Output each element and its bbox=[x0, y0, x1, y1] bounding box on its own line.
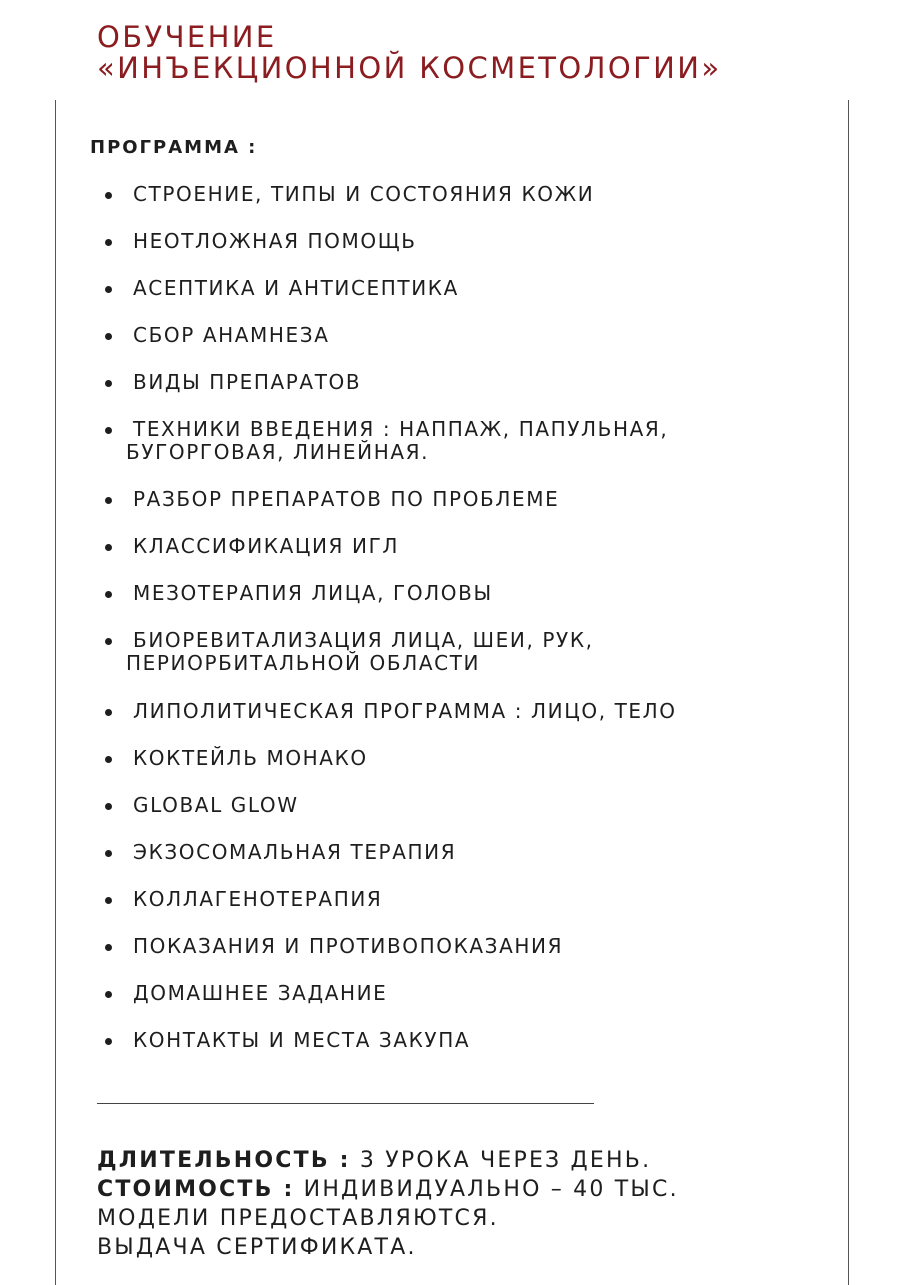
program-item-text: БИОРЕВИТАЛИЗАЦИЯ ЛИЦА, ШЕИ, РУК, bbox=[133, 628, 594, 652]
program-item-text: НЕОТЛОЖНАЯ ПОМОЩЬ bbox=[133, 229, 417, 253]
program-item bbox=[105, 582, 493, 605]
cost-label: СТОИМОСТЬ : bbox=[97, 1177, 295, 1202]
program-item-text: КОКТЕЙЛЬ МОНАКО bbox=[133, 746, 368, 770]
title-line-2: «ИНЪЕКЦИОННОЙ КОСМЕТОЛОГИИ» bbox=[97, 51, 722, 85]
bullet-icon bbox=[105, 497, 112, 504]
program-item bbox=[105, 535, 399, 558]
program-item-text: СБОР АНАМНЕЗА bbox=[133, 323, 330, 347]
program-item-text: КЛАССИФИКАЦИЯ ИГЛ bbox=[133, 534, 400, 558]
section-divider bbox=[97, 1103, 594, 1104]
program-item bbox=[105, 371, 361, 394]
program-item-text: СТРОЕНИЕ, ТИПЫ И СОСТОЯНИЯ КОЖИ bbox=[133, 182, 595, 206]
program-item-text-continued: БУГОРГОВАЯ, ЛИНЕЙНАЯ. bbox=[126, 440, 430, 464]
duration-line bbox=[97, 1146, 651, 1175]
program-item bbox=[105, 324, 329, 347]
program-item-text: РАЗБОР ПРЕПАРАТОВ ПО ПРОБЛЕМЕ bbox=[133, 487, 560, 511]
bullet-icon bbox=[105, 544, 112, 551]
program-item-text: КОЛЛАГЕНОТЕРАПИЯ bbox=[133, 887, 383, 911]
program-item bbox=[105, 183, 594, 206]
program-item-text-continued: ПЕРИОРБИТАЛЬНОЙ ОБЛАСТИ bbox=[126, 651, 481, 675]
bullet-icon bbox=[105, 333, 112, 340]
page-title bbox=[97, 22, 721, 84]
cost-value: ИНДИВИДУАЛЬНО – 40 ТЫС. bbox=[303, 1177, 679, 1202]
program-item-text: GLOBAL GLOW bbox=[133, 793, 299, 817]
program-item-text: ТЕХНИКИ ВВЕДЕНИЯ : НАППАЖ, ПАПУЛЬНАЯ, bbox=[133, 417, 669, 441]
program-item bbox=[105, 277, 459, 300]
bullet-icon bbox=[105, 803, 112, 810]
program-item bbox=[105, 982, 387, 1005]
bullet-icon bbox=[105, 709, 112, 716]
program-item bbox=[105, 629, 594, 675]
program-item bbox=[105, 488, 559, 511]
bullet-icon bbox=[105, 380, 112, 387]
bullet-icon bbox=[105, 638, 112, 645]
program-item-text: АСЕПТИКА И АНТИСЕПТИКА bbox=[133, 276, 459, 300]
program-item bbox=[105, 700, 677, 723]
program-item-text: ДОМАШНЕЕ ЗАДАНИЕ bbox=[133, 981, 388, 1005]
right-border-line bbox=[848, 100, 849, 1285]
bullet-icon bbox=[105, 897, 112, 904]
bullet-icon bbox=[105, 239, 112, 246]
certificate-line: ВЫДАЧА СЕРТИФИКАТА. bbox=[97, 1235, 417, 1260]
models-line: МОДЕЛИ ПРЕДОСТАВЛЯЮТСЯ. bbox=[97, 1206, 499, 1231]
program-item bbox=[105, 794, 299, 817]
program-item bbox=[105, 230, 417, 253]
title-line-1: ОБУЧЕНИЕ bbox=[97, 20, 277, 54]
program-item-text: КОНТАКТЫ И МЕСТА ЗАКУПА bbox=[133, 1028, 471, 1052]
program-item-text: ЭКЗОСОМАЛЬНАЯ ТЕРАПИЯ bbox=[133, 840, 457, 864]
bullet-icon bbox=[105, 1038, 112, 1045]
bullet-icon bbox=[105, 756, 112, 763]
program-item-text: ВИДЫ ПРЕПАРАТОВ bbox=[133, 370, 362, 394]
duration-value: 3 УРОКА ЧЕРЕЗ ДЕНЬ. bbox=[359, 1148, 652, 1173]
bullet-icon bbox=[105, 591, 112, 598]
program-item bbox=[105, 418, 668, 464]
bullet-icon bbox=[105, 850, 112, 857]
program-heading: ПРОГРАММА : bbox=[90, 137, 258, 158]
program-item bbox=[105, 841, 456, 864]
program-item bbox=[105, 1029, 470, 1052]
bullet-icon bbox=[105, 286, 112, 293]
bullet-icon bbox=[105, 991, 112, 998]
program-item-text: МЕЗОТЕРАПИЯ ЛИЦА, ГОЛОВЫ bbox=[133, 581, 493, 605]
program-item bbox=[105, 935, 563, 958]
program-item bbox=[105, 888, 382, 911]
program-item-text: ПОКАЗАНИЯ И ПРОТИВОПОКАЗАНИЯ bbox=[133, 934, 564, 958]
cost-line bbox=[97, 1175, 679, 1204]
bullet-icon bbox=[105, 944, 112, 951]
bullet-icon bbox=[105, 192, 112, 199]
duration-label: ДЛИТЕЛЬНОСТЬ : bbox=[97, 1148, 351, 1173]
program-item-text: ЛИПОЛИТИЧЕСКАЯ ПРОГРАММА : ЛИЦО, ТЕЛО bbox=[133, 699, 677, 723]
bullet-icon bbox=[105, 427, 112, 434]
program-item bbox=[105, 747, 368, 770]
left-border-line bbox=[55, 100, 56, 1285]
